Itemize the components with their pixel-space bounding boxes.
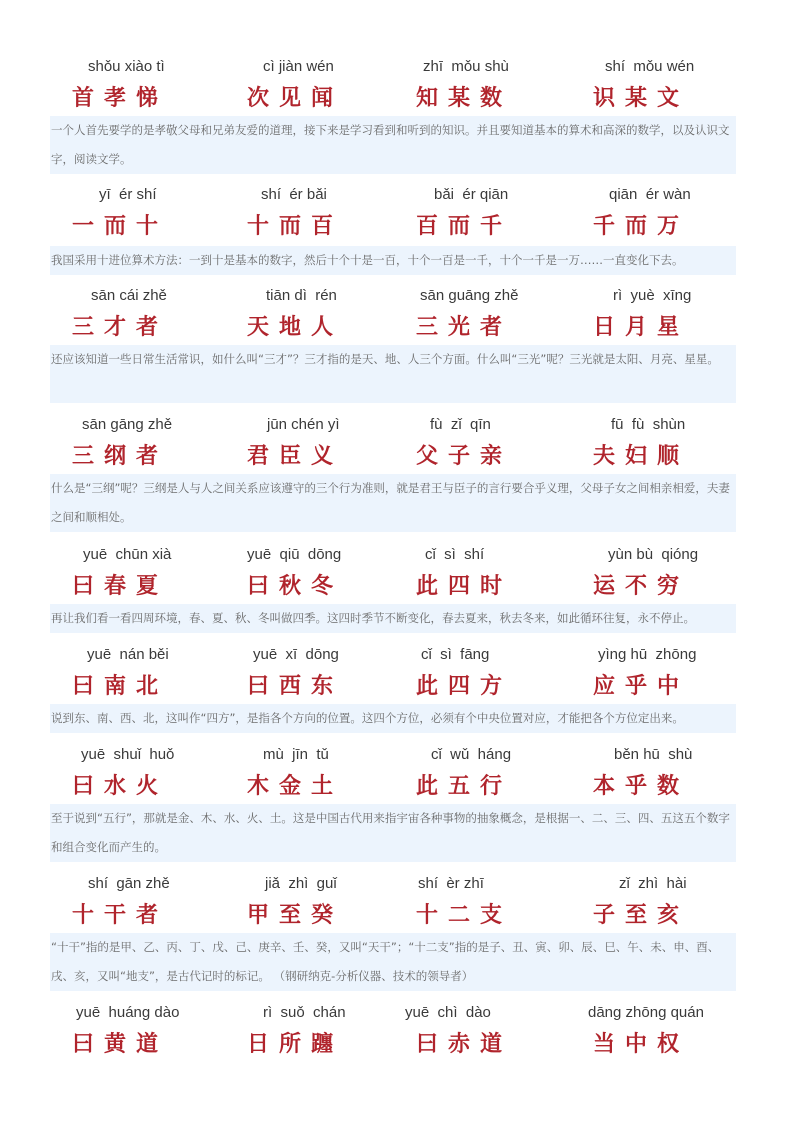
verse-phrase xyxy=(394,416,559,476)
hanzi-text: 子至亥 xyxy=(593,903,690,928)
pinyin-text: běn hū shù xyxy=(614,746,693,763)
pinyin-text: yuē huáng dào xyxy=(76,1004,180,1021)
pinyin-text: shí gān zhě xyxy=(88,875,170,892)
explanation-note: 至于说到“五行”，那就是金、木、水、火、土。这是中国古代用来指宇宙各种事物的抽象概念，是根据一、二、三、四、五这五个数字和组合变化而产生的。 xyxy=(50,804,736,862)
pinyin-text: jūn chén yì xyxy=(267,416,340,433)
pinyin-text: sān gāng zhě xyxy=(82,416,173,433)
pinyin-text: shí ér bǎi xyxy=(261,186,327,203)
pinyin-text: cǐ sì shí xyxy=(425,546,485,563)
hanzi-text: 一而十 xyxy=(72,214,169,239)
pinyin-text: cǐ wǔ háng xyxy=(431,746,512,763)
pinyin-text: yuē xī dōng xyxy=(253,646,339,663)
verse-phrase xyxy=(571,746,736,806)
verse-phrase xyxy=(571,58,736,118)
pinyin-text: yuē nán běi xyxy=(87,646,169,663)
hanzi-text: 此五行 xyxy=(416,774,513,799)
verse-phrase xyxy=(394,58,559,118)
hanzi-text: 本乎数 xyxy=(593,774,690,799)
explanation-note: 一个人首先要学的是孝敬父母和兄弟友爱的道理，接下来是学习看到和听到的知识。并且要知道基本的算术和高深的数学，以及认识文字，阅读文学。 xyxy=(50,116,736,174)
hanzi-text: 次见闻 xyxy=(247,86,344,111)
hanzi-text: 日月星 xyxy=(593,315,690,340)
hanzi-text: 千而万 xyxy=(593,214,690,239)
verse-phrase xyxy=(571,646,736,706)
verse-phrase xyxy=(50,1004,215,1064)
hanzi-text: 曰南北 xyxy=(72,674,169,699)
hanzi-text: 曰水火 xyxy=(72,774,169,799)
verse-phrase xyxy=(50,875,215,935)
hanzi-text: 曰秋冬 xyxy=(247,574,344,599)
pinyin-text: rì suǒ chán xyxy=(263,1004,346,1021)
hanzi-text: 君臣义 xyxy=(247,444,344,469)
pinyin-text: yuē qiū dōng xyxy=(247,546,342,563)
pinyin-text: zhī mǒu shù xyxy=(423,58,509,75)
pinyin-text: yùn bù qióng xyxy=(608,546,699,563)
hanzi-text: 曰赤道 xyxy=(416,1032,513,1057)
verse-phrase xyxy=(394,186,559,246)
verse-phrase xyxy=(225,746,390,806)
hanzi-text: 首孝悌 xyxy=(72,86,169,111)
pinyin-text: yī ér shí xyxy=(99,186,157,203)
pinyin-text: cì jiàn wén xyxy=(263,58,334,75)
verse-phrase xyxy=(394,287,559,347)
hanzi-text: 曰西东 xyxy=(247,674,344,699)
verse-phrase xyxy=(225,546,390,606)
pinyin-text: zǐ zhì hài xyxy=(619,875,687,892)
explanation-note: “十干”指的是甲、乙、丙、丁、戊、己、庚辛、壬、癸，又叫“天干”；“十二支”指的是子、丑、寅、卯、辰、巳、午、未、申、酉、戌、亥，又叫“地支”，是古代记时的标记。 （钢研纳克-分析仪器、技术的领导者） xyxy=(50,933,736,991)
hanzi-text: 曰春夏 xyxy=(72,574,169,599)
verse-phrase xyxy=(225,1004,390,1064)
verse-phrase xyxy=(571,287,736,347)
pinyin-text: yuē shuǐ huǒ xyxy=(81,746,175,763)
hanzi-text: 运不穷 xyxy=(593,574,690,599)
pinyin-text: shí èr zhī xyxy=(418,875,484,892)
verse-section xyxy=(50,875,736,935)
hanzi-text: 知某数 xyxy=(416,86,513,111)
verse-phrase xyxy=(225,416,390,476)
verse-phrase xyxy=(394,1004,559,1064)
hanzi-text: 百而千 xyxy=(416,214,513,239)
hanzi-text: 三纲者 xyxy=(72,444,169,469)
pinyin-text: shǒu xiào tì xyxy=(88,58,165,75)
verse-phrase xyxy=(571,1004,736,1064)
hanzi-text: 父子亲 xyxy=(416,444,513,469)
verse-phrase xyxy=(50,746,215,806)
hanzi-text: 十二支 xyxy=(416,903,513,928)
hanzi-text: 十而百 xyxy=(247,214,344,239)
hanzi-text: 此四方 xyxy=(416,674,513,699)
pinyin-text: bǎi ér qiān xyxy=(434,186,509,203)
verse-phrase xyxy=(50,416,215,476)
hanzi-text: 识某文 xyxy=(593,86,690,111)
hanzi-text: 当中权 xyxy=(593,1032,690,1057)
explanation-note: 还应该知道一些日常生活常识，如什么叫“三才”？三才指的是天、地、人三个方面。什么叫“三光”呢？三光就是太阳、月亮、星星。 xyxy=(50,345,736,403)
verse-phrase xyxy=(571,416,736,476)
pinyin-text: rì yuè xīng xyxy=(613,287,692,304)
verse-phrase xyxy=(50,186,215,246)
verse-phrase xyxy=(225,646,390,706)
verse-phrase xyxy=(225,287,390,347)
verse-phrase xyxy=(394,875,559,935)
explanation-note: 什么是“三纲”呢？三纲是人与人之间关系应该遵守的三个行为准则，就是君王与臣子的言行要合乎义理，父母子女之间相亲相爱，夫妻之间和顺相处。 xyxy=(50,474,736,532)
hanzi-text: 日所躔 xyxy=(247,1032,344,1057)
pinyin-text: mù jīn tǔ xyxy=(263,746,329,763)
verse-section xyxy=(50,646,736,706)
hanzi-text: 三光者 xyxy=(416,315,513,340)
explanation-note: 我国采用十进位算术方法：一到十是基本的数字，然后十个十是一百，十个一百是一千，十个一千是一万……一直变化下去。 xyxy=(50,246,736,275)
verse-phrase xyxy=(394,746,559,806)
hanzi-text: 三才者 xyxy=(72,315,169,340)
verse-section xyxy=(50,186,736,246)
pinyin-text: sān cái zhě xyxy=(91,287,167,304)
verse-section xyxy=(50,416,736,476)
hanzi-text: 曰黄道 xyxy=(72,1032,169,1057)
verse-section xyxy=(50,58,736,118)
pinyin-text: jiǎ zhì guǐ xyxy=(265,875,337,892)
verse-phrase xyxy=(50,546,215,606)
pinyin-text: tiān dì rén xyxy=(266,287,337,304)
verse-phrase xyxy=(225,58,390,118)
verse-phrase xyxy=(50,646,215,706)
verse-phrase xyxy=(394,646,559,706)
hanzi-text: 木金土 xyxy=(247,774,344,799)
pinyin-text: qiān ér wàn xyxy=(609,186,691,203)
verse-phrase xyxy=(571,186,736,246)
pinyin-text: sān guāng zhě xyxy=(420,287,519,304)
explanation-note: 再让我们看一看四周环境，春、夏、秋、冬叫做四季。这四时季节不断变化，春去夏来，秋去冬来，如此循环往复，永不停止。 xyxy=(50,604,736,633)
verse-phrase xyxy=(50,287,215,347)
verse-section xyxy=(50,287,736,347)
pinyin-text: fù zǐ qīn xyxy=(430,416,491,433)
pinyin-text: shí mǒu wén xyxy=(605,58,695,75)
verse-phrase xyxy=(225,875,390,935)
explanation-note: 说到东、南、西、北，这叫作“四方”，是指各个方向的位置。这四个方位，必须有个中央位置对应，才能把各个方位定出来。 xyxy=(50,704,736,733)
pinyin-text: fū fù shùn xyxy=(611,416,686,433)
verse-phrase xyxy=(571,875,736,935)
pinyin-text: cǐ sì fāng xyxy=(421,646,490,663)
hanzi-text: 十干者 xyxy=(72,903,169,928)
hanzi-text: 天地人 xyxy=(247,315,344,340)
hanzi-text: 应乎中 xyxy=(593,674,690,699)
pinyin-text: yuē chūn xià xyxy=(83,546,172,563)
verse-section xyxy=(50,746,736,806)
pinyin-text: dāng zhōng quán xyxy=(588,1004,704,1021)
pinyin-text: yuē chì dào xyxy=(405,1004,491,1021)
hanzi-text: 此四时 xyxy=(416,574,513,599)
pinyin-text: yìng hū zhōng xyxy=(598,646,697,663)
verse-phrase xyxy=(225,186,390,246)
verse-phrase xyxy=(571,546,736,606)
verse-phrase xyxy=(394,546,559,606)
hanzi-text: 甲至癸 xyxy=(247,903,344,928)
verse-section xyxy=(50,546,736,606)
verse-phrase xyxy=(50,58,215,118)
verse-section xyxy=(50,1004,736,1064)
hanzi-text: 夫妇顺 xyxy=(593,444,690,469)
